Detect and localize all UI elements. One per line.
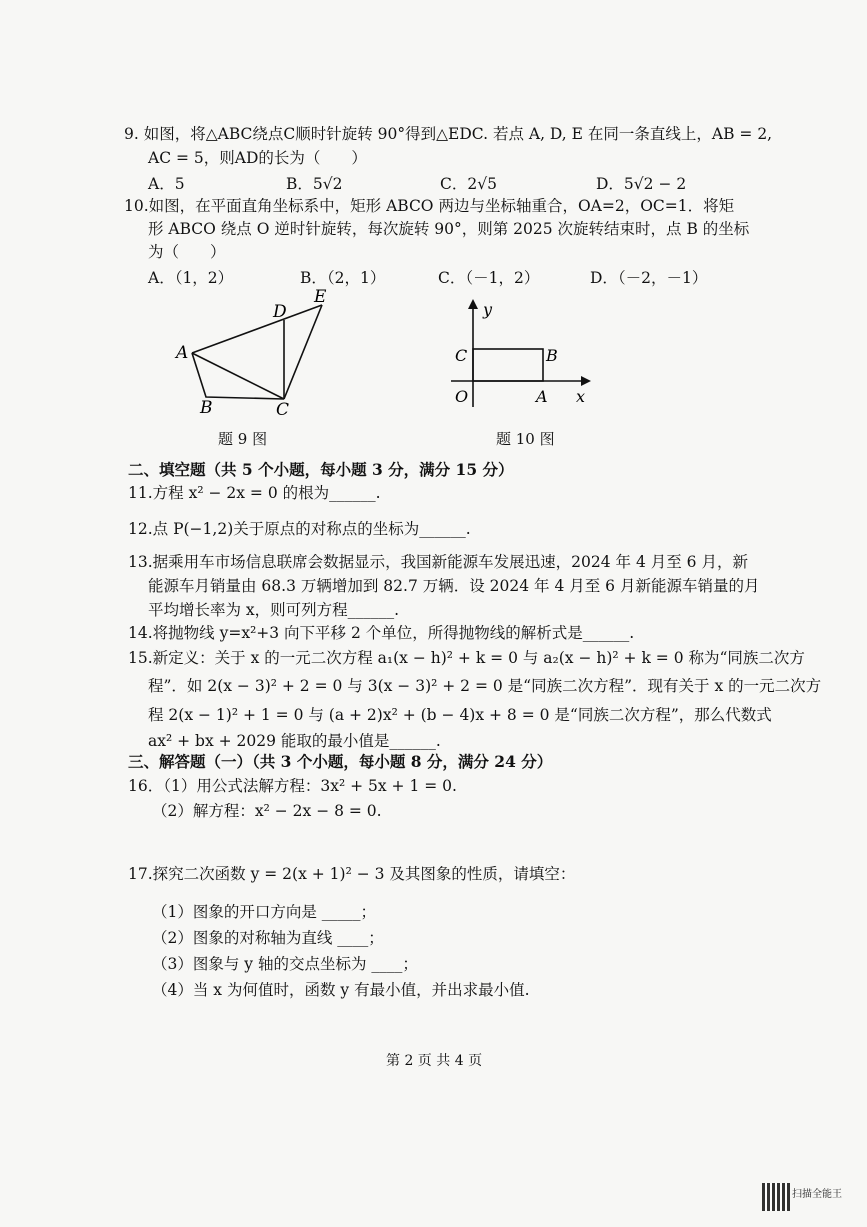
q13-line3: 平均增长率为 x，则可列方程______.: [148, 601, 400, 619]
triangle-abc: [192, 353, 284, 399]
q9-line2: AC = 5，则AD的长为（ ）: [148, 149, 367, 167]
fig9-label-b: B: [200, 398, 213, 418]
q17-part3: （3）图象与 y 轴的交点坐标为 ____；: [152, 955, 418, 973]
section2-heading: 二、填空题（共 5 个小题，每小题 3 分，满分 15 分）: [128, 460, 514, 479]
q13-line2: 能源车月销量由 68.3 万辆增加到 82.7 万辆．设 2024 年 4 月至 6 月新能源车销量的月: [148, 577, 760, 595]
q10-choice-d: D．（－2，－1）: [590, 269, 708, 287]
y-axis-arrow: [468, 299, 478, 309]
q16-part2: （2）解方程：x² − 2x − 8 = 0.: [152, 802, 382, 820]
q9-choice-d: D．5√2 − 2: [596, 175, 687, 193]
x-axis-arrow: [581, 376, 591, 386]
section3-heading: 三、解答题（一）（共 3 个小题，每小题 8 分，满分 24 分）: [128, 752, 553, 771]
q10-choice-b: B．（2，1）: [300, 269, 386, 287]
qr-code-icon: [762, 1183, 790, 1211]
q9-choice-a: A．5: [148, 175, 185, 193]
fig10-label-a: A: [536, 387, 548, 406]
line-ec: [284, 305, 322, 399]
figure-9: [170, 285, 340, 420]
q10-choice-c: C．（－1，2）: [438, 269, 540, 287]
q9-choice-c: C．2√5: [440, 175, 497, 193]
q15-line4: ax² + bx + 2029 能取的最小值是______.: [148, 732, 441, 750]
q16-part1: 16．（1）用公式法解方程：3x² + 5x + 1 = 0.: [128, 777, 457, 795]
scanner-badge-text: 扫描全能王: [792, 1189, 842, 1200]
fig9-label-e: E: [314, 287, 327, 307]
scanner-badge: [762, 1183, 860, 1221]
q12: 12.点 P(−1,2)关于原点的对称点的坐标为______.: [128, 520, 471, 538]
line-ae: [192, 305, 322, 353]
q10-line3: 为（ ）: [148, 243, 226, 261]
page-number: 第 2 页 共 4 页: [386, 1053, 483, 1069]
q13-line1: 13.据乘用车市场信息联席会数据显示，我国新能源车发展迅速，2024 年 4 月至 6 月，新: [128, 553, 748, 571]
fig10-label-y: y: [483, 300, 493, 319]
q11: 11.方程 x² − 2x = 0 的根为______.: [128, 484, 381, 502]
fig10-label-o: O: [455, 387, 469, 406]
q10-choice-a: A．（1，2）: [148, 269, 234, 287]
fig10-label-c: C: [455, 346, 468, 365]
q10-line1: 10.如图，在平面直角坐标系中，矩形 ABCO 两边与坐标轴重合，OA=2，OC=1．将矩: [124, 197, 735, 215]
q17-part2: （2）图象的对称轴为直线 ____；: [152, 929, 384, 947]
q17-part1: （1）图象的开口方向是 _____；: [152, 903, 377, 921]
figure-10: [445, 295, 595, 415]
q17: 17.探究二次函数 y = 2(x + 1)² − 3 及其图象的性质，请填空：: [128, 865, 576, 883]
fig9-label-c: C: [276, 400, 290, 420]
q17-part4: （4）当 x 为何值时，函数 y 有最小值，并出求最小值.: [152, 981, 530, 999]
q15-line3: 程 2(x − 1)² + 1 = 0 与 (a + 2)x² + (b − 4)x + 8 = 0 是“同族二次方程”，那么代数式: [148, 706, 772, 724]
q9-line1: 9. 如图，将△ABC绕点C顺时针旋转 90°得到△EDC. 若点 A, D, E 在同一条直线上，AB = 2,: [124, 125, 773, 143]
fig10-label-x: x: [576, 387, 586, 406]
fig9-label-d: D: [273, 302, 287, 322]
q10-line2: 形 ABCO 绕点 O 逆时针旋转，每次旋转 90°，则第 2025 次旋转结束时，点 B 的坐标: [148, 220, 750, 238]
q14: 14.将抛物线 y=x²+3 向下平移 2 个单位，所得抛物线的解析式是______.: [128, 624, 635, 642]
rectangle-abco: [473, 349, 543, 381]
q15-line1: 15.新定义：关于 x 的一元二次方程 a₁(x − h)² + k = 0 与 a₂(x − h)² + k = 0 称为“同族二次方: [128, 649, 805, 667]
fig10-label-b: B: [546, 346, 558, 365]
fig10-caption: 题 10 图: [496, 430, 555, 448]
q15-line2: 程”．如 2(x − 3)² + 2 = 0 与 3(x − 3)² + 2 = 0 是“同族二次方程”．现有关于 x 的一元二次方: [148, 677, 822, 695]
q9-choice-b: B．5√2: [286, 175, 343, 193]
fig9-caption: 题 9 图: [218, 430, 268, 448]
fig9-label-a: A: [176, 343, 189, 363]
